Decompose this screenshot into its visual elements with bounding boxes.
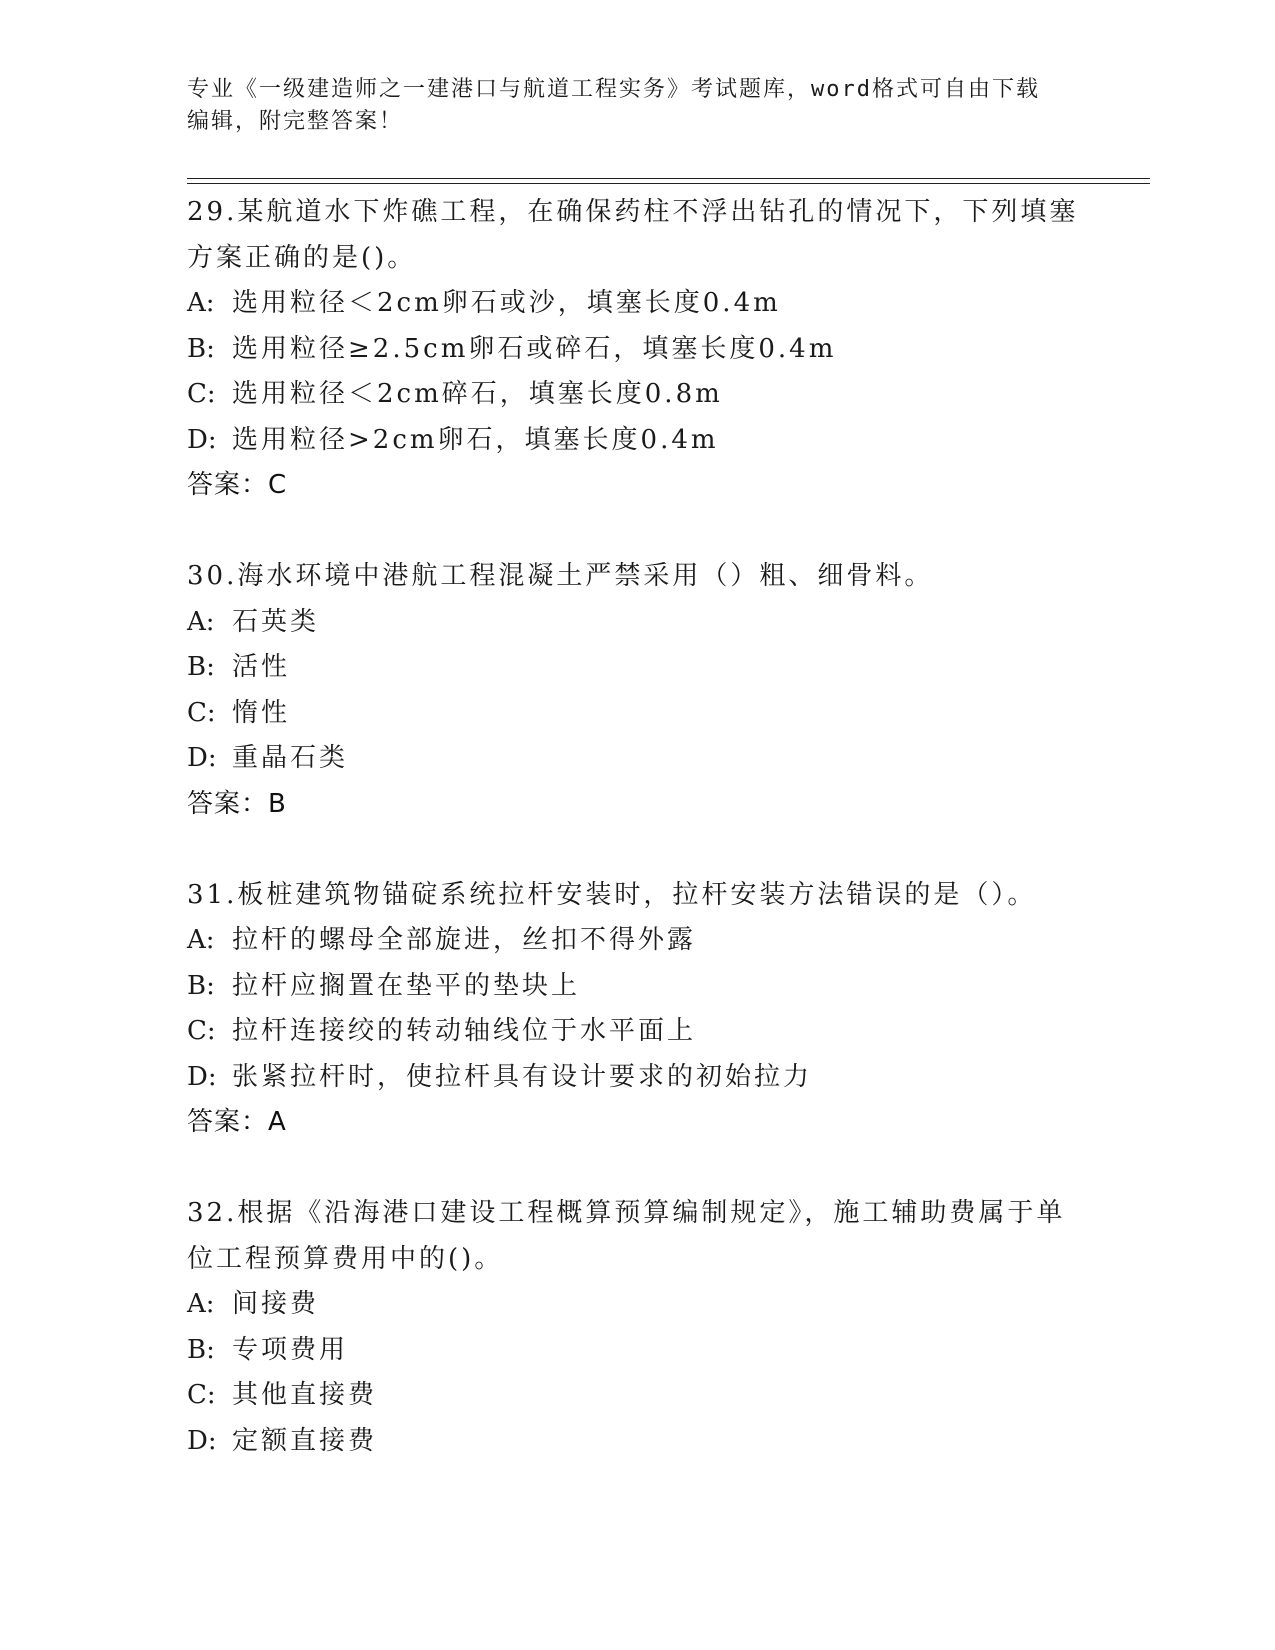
option-key: A: (187, 1289, 215, 1319)
option-key: C: (187, 379, 216, 409)
question-stem: 31.板桩建筑物锚碇系统拉杆安装时，拉杆安装方法错误的是（）。 (187, 879, 1037, 910)
option-key: B: (187, 1334, 215, 1365)
option-text: 选用粒径≥2.5cm卵石或碎石，填塞长度0.4m (232, 333, 837, 364)
header-intro-line-2: 编辑，附完整答案！ (187, 109, 404, 134)
option-text: 选用粒径>2cm卵石，填塞长度0.4m (232, 424, 719, 455)
question-list (187, 190, 1087, 1464)
option-a (187, 600, 1087, 646)
option-text: 惰性 (232, 697, 291, 728)
option-b (187, 645, 1087, 691)
option-text: 拉杆应搁置在垫平的垫块上 (232, 970, 581, 1001)
option-key: D: (187, 1425, 217, 1456)
header-intro-line-1: 专业《一级建造师之一建港口与航道工程实务》考试题库，word格式可自由下载 (187, 77, 1040, 102)
option-key: B: (187, 970, 215, 1001)
option-text: 间接费 (232, 1289, 320, 1319)
option-b (187, 1328, 1087, 1374)
document-header (187, 74, 1067, 138)
question-spacer (187, 509, 1087, 555)
question-32 (187, 1191, 1087, 1464)
option-key: C: (187, 1380, 216, 1410)
question-stem: 位工程预算费用中的()。 (187, 1243, 504, 1274)
option-a (187, 918, 1087, 964)
option-key: C: (187, 697, 216, 728)
question-29 (187, 190, 1087, 509)
header-divider-top (187, 178, 1150, 179)
option-d (187, 1419, 1087, 1465)
question-stem: 32.根据《沿海港口建设工程概算预算编制规定》，施工辅助费属于单 (187, 1198, 1066, 1228)
option-key: B: (187, 652, 215, 682)
option-d (187, 1055, 1087, 1101)
option-text: 重晶石类 (232, 743, 349, 773)
option-text: 石英类 (232, 606, 320, 637)
option-text: 拉杆的螺母全部旋进，丝扣不得外露 (232, 925, 697, 955)
option-text: 拉杆连接绞的转动轴线位于水平面上 (232, 1016, 697, 1046)
option-b (187, 964, 1087, 1010)
question-31 (187, 873, 1087, 1146)
option-text: 选用粒径＜2cm碎石，填塞长度0.8m (232, 379, 723, 409)
option-key: A: (187, 925, 215, 955)
question-stem: 30.海水环境中港航工程混凝土严禁采用（）粗、细骨料。 (187, 561, 934, 591)
option-text: 选用粒径＜2cm卵石或沙，填塞长度0.4m (232, 288, 781, 318)
option-text: 活性 (232, 652, 291, 682)
question-spacer (187, 827, 1087, 873)
question-30 (187, 554, 1087, 827)
option-key: B: (187, 333, 215, 364)
option-text: 定额直接费 (232, 1425, 378, 1456)
question-spacer (187, 1146, 1087, 1192)
answer-label: 答案：A (187, 1107, 287, 1137)
option-key: D: (187, 743, 217, 773)
option-key: D: (187, 1061, 217, 1092)
option-text: 专项费用 (232, 1334, 349, 1365)
option-key: A: (187, 606, 215, 637)
option-c (187, 1009, 1087, 1055)
option-c (187, 372, 1087, 418)
option-text: 其他直接费 (232, 1380, 378, 1410)
answer-label: 答案：C (187, 470, 288, 500)
option-a (187, 1282, 1087, 1328)
question-stem: 29.某航道水下炸礁工程，在确保药柱不浮出钻孔的情况下，下列填塞 (187, 197, 1079, 227)
option-key: A: (187, 288, 215, 318)
option-b (187, 327, 1087, 373)
header-divider-bottom (187, 183, 1150, 184)
option-d (187, 418, 1087, 464)
option-a (187, 281, 1087, 327)
option-c (187, 1373, 1087, 1419)
question-stem: 方案正确的是()。 (187, 242, 417, 273)
option-key: C: (187, 1016, 216, 1046)
option-text: 张紧拉杆时，使拉杆具有设计要求的初始拉力 (232, 1061, 813, 1092)
answer-label: 答案：B (187, 788, 287, 819)
option-d (187, 736, 1087, 782)
option-key: D: (187, 424, 217, 455)
option-c (187, 691, 1087, 737)
